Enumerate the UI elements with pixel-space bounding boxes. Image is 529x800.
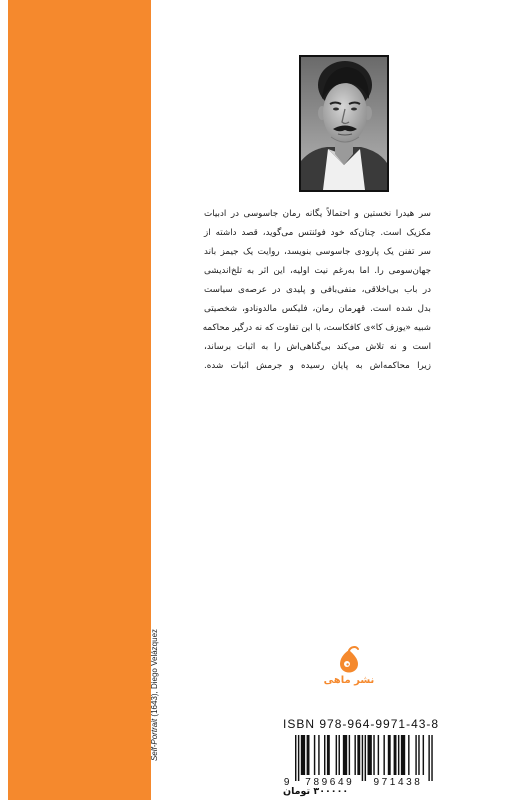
barcode-bar	[349, 735, 350, 775]
blurb-line: مکزیک است. چنان‌که خود فوئنتس می‌گوید، قصد داشته از	[204, 228, 431, 238]
price-label: ۳۰۰۰۰۰ تومان	[283, 786, 349, 797]
barcode-bar	[378, 735, 379, 775]
barcode-bar	[298, 735, 299, 781]
barcode-bar	[431, 735, 432, 781]
barcode-bar	[336, 735, 337, 775]
credit-details: (1643), Diego Velázquez	[150, 628, 159, 719]
barcode-bar	[295, 735, 296, 781]
barcode-bar	[354, 735, 355, 775]
blurb-line: سر هیدرا نخستین و احتمالاً یگانه رمان جاسوسی در ادبیات	[204, 209, 431, 219]
blurb-paragraph	[204, 205, 431, 376]
barcode-bar	[324, 735, 325, 775]
barcode-right-digits: 971438	[373, 777, 423, 787]
credit-title: Self-Portrait	[150, 718, 159, 762]
barcode-bar	[394, 735, 397, 775]
blurb-line: بدل شده است. قهرمان رمان، فلیکس مالدونادو، شخصیتی	[204, 304, 431, 314]
barcode-bar	[357, 735, 360, 775]
author-photo	[299, 55, 389, 192]
barcode-bar	[423, 735, 424, 775]
blurb-line: سر تفنن یک پارودی جاسوسی بنویسد، روایت یک جیمز باند	[204, 247, 431, 257]
barcode-bars	[295, 735, 433, 781]
barcode-bar	[343, 735, 347, 775]
barcode-bar	[415, 735, 416, 775]
author-portrait-icon	[301, 57, 387, 190]
blurb-line: در باب بی‌اخلاقی، منفی‌بافی و پلیدی در عرصه‌ی سیاست	[204, 285, 431, 295]
barcode-bar	[301, 735, 305, 775]
orange-spine-band	[8, 0, 151, 800]
barcode-bar	[383, 735, 384, 775]
fish-drop-logo-icon	[335, 645, 363, 673]
barcode-bar	[418, 735, 419, 775]
barcode-bar	[428, 735, 429, 781]
barcode-bar	[318, 735, 319, 775]
blurb-line: شبیه «یوزف کا»ی کافکاست، با این تفاوت که نه درگیر محاکمه	[202, 323, 431, 333]
barcode-bar	[388, 735, 391, 775]
cover-image-credit	[150, 615, 160, 775]
barcode-bar	[327, 735, 330, 775]
publisher-name: نشر ماهی	[323, 675, 375, 686]
barcode-bar	[408, 735, 409, 775]
blurb-line: جهان‌سومی را. اما به‌رغم نیت اولیه، این اثر به تلخ‌اندیشی	[204, 266, 431, 276]
barcode-bar	[314, 735, 315, 775]
barcode-bar	[339, 735, 340, 775]
barcode-bar	[401, 735, 405, 775]
barcode-bar	[362, 735, 363, 781]
barcode-bar	[365, 735, 366, 781]
barcode-bar	[373, 735, 374, 775]
blurb-line: است و نه تلاش می‌کند بی‌گناهی‌اش را به اثبات برساند،	[204, 342, 431, 352]
isbn-label: ISBN 978-964-9971-43-8	[283, 717, 440, 731]
barcode-bar	[398, 735, 399, 775]
barcode	[283, 735, 443, 787]
barcode-left-digits: 789649	[305, 777, 355, 787]
blurb-line: زیرا محاکمه‌اش به پایان رسیده و جرمش اثبات شده.	[204, 361, 431, 371]
barcode-first-digit: 9	[283, 777, 293, 787]
barcode-bar	[368, 735, 372, 775]
barcode-bar	[307, 735, 310, 775]
